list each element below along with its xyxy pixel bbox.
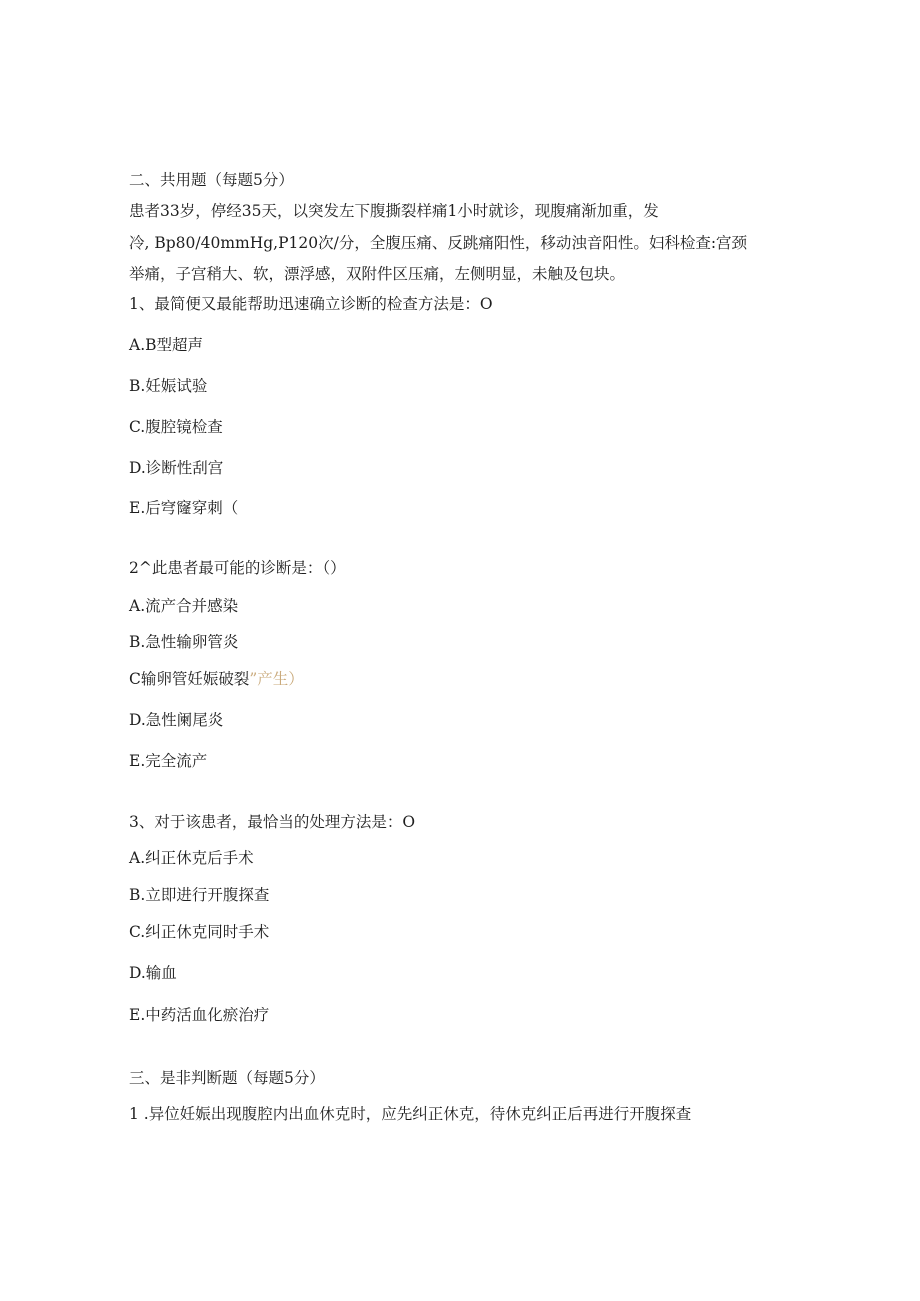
q3-option-d: D.输血: [129, 964, 177, 982]
q1-option-a: A.B型超声: [129, 336, 204, 354]
q3-option-a: A.纠正休克后手术: [129, 849, 254, 867]
q2-option-d: D.急性阑尾炎: [129, 711, 224, 729]
q2-option-c-text: C输卵管妊娠破裂: [129, 670, 250, 688]
q3-option-c: C.纠正休克同时手术: [129, 923, 270, 941]
q1-option-b: B.妊娠试验: [129, 377, 208, 395]
question-3-stem: 3、对于该患者，最恰当的处理方法是：O: [129, 813, 416, 831]
q2-option-e: E.完全流产: [129, 752, 208, 770]
q3-option-b: B.立即进行开腹探查: [129, 886, 270, 904]
question-2-stem: 2^此患者最可能的诊断是：（）: [129, 559, 346, 577]
q2-option-b: B.急性输卵管炎: [129, 633, 239, 651]
section-2-heading: 二、共用题（每题5分）: [129, 171, 294, 189]
q1-option-d: D.诊断性刮宫: [129, 459, 224, 477]
q2-option-a: A.流产合并感染: [129, 597, 239, 615]
q2-option-c-faint-note: ”产生）: [249, 670, 304, 688]
case-line-2: 冷, Bp80/40mmHg,P120次/分，全腹压痛、反跳痛阳性，移动浊音阳性。妇科检查:宫颈: [129, 234, 748, 252]
case-line-3: 举痛，子宫稍大、软，漂浮感，双附件区压痛，左侧明显，未触及包块。: [129, 265, 626, 283]
case-line-1: 患者33岁，停经35天，以突发左下腹撕裂样痛1小时就诊，现腹痛渐加重，发: [129, 202, 659, 220]
question-1-stem: 1、最简便又最能帮助迅速确立诊断的检查方法是：O: [129, 295, 493, 313]
q1-option-c: C.腹腔镜检查: [129, 418, 223, 436]
q1-option-e: E.后穹窿穿刺（: [129, 499, 239, 517]
q3-option-e: E.中药活血化瘀治疗: [129, 1006, 270, 1024]
q2-option-c: [129, 669, 304, 689]
section-3-heading: 三、是非判断题（每题5分）: [129, 1069, 325, 1087]
true-false-item-1: 1 .异位妊娠出现腹腔内出血休克时，应先纠正休克，待休克纠正后再进行开腹探查: [129, 1105, 692, 1123]
